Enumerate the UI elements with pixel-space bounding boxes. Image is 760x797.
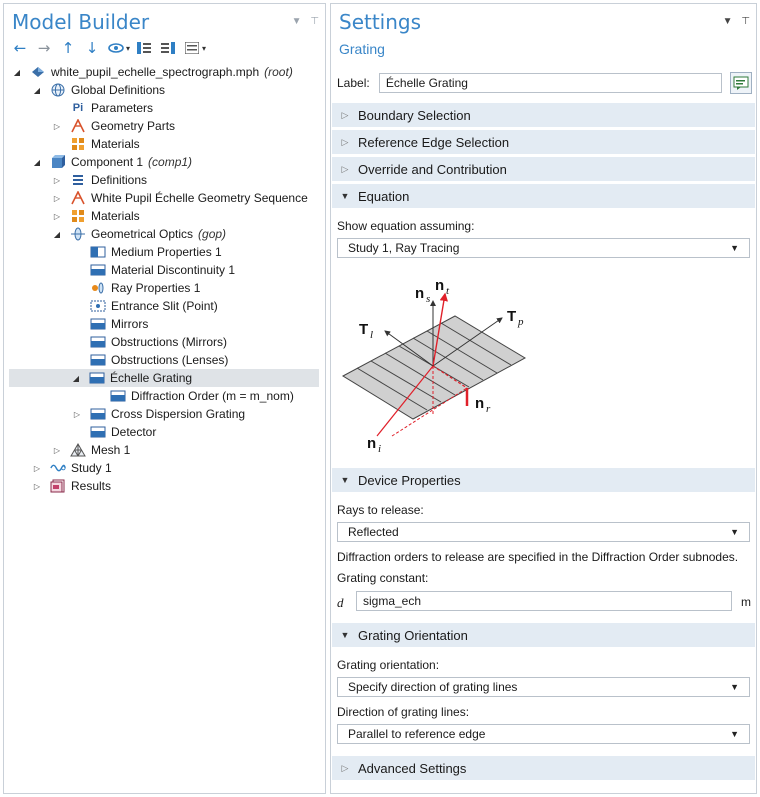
pane-menu-icon[interactable]: ▼ bbox=[291, 16, 302, 27]
label-n-s: n bbox=[415, 285, 425, 302]
expand-arrow-icon: ▷ bbox=[341, 163, 349, 174]
collapse-sections-icon[interactable] bbox=[158, 38, 178, 58]
geometrical-optics-icon bbox=[70, 227, 86, 241]
tree-node-cross-dispersion-grating[interactable]: ▷ Cross Dispersion Grating bbox=[73, 407, 246, 421]
tree-node-mesh-1[interactable]: ▷ Mesh 1 bbox=[53, 443, 131, 457]
label-n-i: n bbox=[367, 435, 377, 452]
section-grating-orientation[interactable]: ▼ Grating Orientation bbox=[332, 623, 755, 647]
section-override-contribution[interactable]: ▷ Override and Contribution bbox=[332, 157, 755, 181]
parameters-icon: Pi bbox=[72, 102, 84, 114]
tree-node-global-materials[interactable]: Materials bbox=[10, 135, 322, 153]
tree-node-detector[interactable]: Detector bbox=[10, 423, 322, 441]
model-builder-title: Model Builder bbox=[12, 10, 150, 34]
tree-node-geometry-parts[interactable]: ▷ Geometry Parts bbox=[53, 119, 176, 133]
svg-text:i: i bbox=[378, 443, 382, 455]
study-icon bbox=[50, 461, 66, 475]
boundary-feature-icon bbox=[90, 317, 106, 331]
tree-node-medium-properties[interactable]: Medium Properties 1 bbox=[10, 243, 322, 261]
expand-arrow-icon[interactable]: ▷ bbox=[73, 409, 81, 419]
boundary-feature-icon bbox=[90, 353, 106, 367]
label-t-l: T bbox=[359, 321, 369, 338]
list-view-dropdown-icon[interactable]: ▾ bbox=[202, 43, 207, 53]
svg-text:t: t bbox=[446, 285, 450, 297]
grating-orientation-label: Grating orientation: bbox=[337, 658, 440, 672]
collapse-arrow-icon: ▼ bbox=[340, 630, 350, 640]
tree-node-geometry[interactable]: ▷ White Pupil Échelle Geometry Sequence bbox=[53, 191, 308, 205]
tree-node-definitions[interactable]: ▷ Definitions bbox=[53, 173, 148, 187]
tree-node-obstructions-lenses[interactable]: Obstructions (Lenses) bbox=[10, 351, 322, 369]
tree-node-results[interactable]: ▷ Results bbox=[33, 479, 112, 493]
release-point-icon bbox=[90, 299, 106, 313]
grating-constant-input[interactable]: sigma_ech bbox=[356, 591, 732, 611]
tree-node-entrance-slit[interactable]: Entrance Slit (Point) bbox=[10, 297, 322, 315]
rays-to-release-select[interactable]: Reflected ▼ bbox=[337, 522, 750, 542]
dropdown-arrow-icon: ▼ bbox=[730, 729, 739, 739]
dropdown-arrow-icon: ▼ bbox=[730, 527, 739, 537]
mesh-icon bbox=[70, 443, 86, 457]
label-n-r: n bbox=[475, 395, 485, 412]
model-builder-toolbar bbox=[10, 38, 206, 58]
svg-text:r: r bbox=[486, 403, 491, 415]
edit-label-icon[interactable] bbox=[730, 72, 752, 94]
show-equation-label: Show equation assuming: bbox=[337, 219, 475, 233]
collapse-arrow-icon[interactable]: ◢ bbox=[33, 85, 41, 95]
geometry-parts-icon bbox=[70, 119, 86, 133]
collapse-arrow-icon[interactable]: ◢ bbox=[13, 67, 21, 77]
model-tree bbox=[10, 63, 322, 495]
results-icon bbox=[50, 479, 66, 493]
materials-icon bbox=[70, 209, 86, 223]
expand-sections-icon[interactable] bbox=[134, 38, 154, 58]
grating-orientation-select[interactable]: Specify direction of grating lines ▼ bbox=[337, 677, 750, 697]
boundary-feature-icon bbox=[89, 371, 105, 385]
grating-constant-unit: m bbox=[741, 595, 751, 609]
expand-arrow-icon[interactable]: ▷ bbox=[53, 121, 61, 131]
tree-node-diffraction-order[interactable]: Diffraction Order (m = m_nom) bbox=[10, 387, 322, 405]
tree-node-ray-properties[interactable]: Ray Properties 1 bbox=[10, 279, 322, 297]
expand-arrow-icon: ▷ bbox=[341, 136, 349, 147]
label-row bbox=[337, 71, 752, 95]
collapse-arrow-icon[interactable]: ◢ bbox=[33, 157, 41, 167]
dropdown-arrow-icon: ▼ bbox=[730, 243, 739, 253]
expand-arrow-icon: ▷ bbox=[341, 109, 349, 120]
forward-arrow-icon[interactable]: → bbox=[37, 39, 51, 57]
tree-node-materials[interactable]: ▷ Materials bbox=[53, 209, 140, 223]
section-boundary-selection[interactable]: ▷ Boundary Selection bbox=[332, 103, 755, 127]
diffraction-orders-note: Diffraction orders to release are specified in the Diffraction Order subnodes. bbox=[337, 550, 739, 564]
direction-of-lines-label: Direction of grating lines: bbox=[337, 705, 470, 719]
settings-pane-tools bbox=[717, 16, 750, 27]
section-device-properties[interactable]: ▼ Device Properties bbox=[332, 468, 755, 492]
rays-to-release-label: Rays to release: bbox=[337, 503, 424, 517]
expand-arrow-icon[interactable]: ▷ bbox=[33, 463, 41, 473]
grating-equation-diagram bbox=[337, 276, 537, 456]
definitions-icon bbox=[70, 173, 86, 187]
boundary-feature-icon bbox=[90, 425, 106, 439]
list-view-icon[interactable] bbox=[182, 38, 202, 58]
tree-node-component-1[interactable]: ◢ Component 1 (comp1) bbox=[33, 155, 193, 169]
expand-arrow-icon[interactable]: ▷ bbox=[33, 481, 41, 491]
label-t-p: T bbox=[507, 308, 517, 325]
back-arrow-icon[interactable]: ← bbox=[13, 39, 27, 57]
expand-arrow-icon[interactable]: ▷ bbox=[53, 175, 61, 185]
settings-title: Settings bbox=[339, 10, 422, 34]
tree-node-study-1[interactable]: ▷ Study 1 bbox=[33, 461, 112, 475]
boundary-feature-icon bbox=[90, 407, 106, 421]
settings-subtitle: Grating bbox=[339, 41, 385, 57]
grating-constant-label: Grating constant: bbox=[337, 571, 429, 585]
move-up-icon[interactable]: ↑ bbox=[61, 39, 75, 57]
show-icon[interactable] bbox=[106, 38, 126, 58]
label-n-t: n bbox=[435, 277, 445, 294]
show-dropdown-icon[interactable]: ▾ bbox=[126, 43, 131, 53]
collapse-arrow-icon: ▼ bbox=[340, 191, 350, 201]
tree-node-global-definitions[interactable]: ◢ Global Definitions bbox=[33, 83, 166, 97]
tree-node-echelle-grating[interactable]: ◢ Échelle Grating bbox=[9, 369, 319, 387]
domain-feature-icon bbox=[90, 245, 106, 259]
show-equation-select[interactable]: Study 1, Ray Tracing ▼ bbox=[337, 238, 750, 258]
expand-arrow-icon[interactable]: ▷ bbox=[53, 445, 61, 455]
model-builder-pane-tools bbox=[286, 16, 319, 27]
tree-node-mirrors[interactable]: Mirrors bbox=[10, 315, 322, 333]
expand-arrow-icon[interactable]: ▷ bbox=[53, 193, 61, 203]
globe-icon bbox=[50, 83, 66, 97]
expand-arrow-icon[interactable]: ▷ bbox=[53, 211, 61, 221]
section-reference-edge-selection[interactable]: ▷ Reference Edge Selection bbox=[332, 130, 755, 154]
collapse-arrow-icon[interactable]: ◢ bbox=[53, 229, 61, 239]
materials-icon bbox=[70, 137, 86, 151]
section-advanced-settings[interactable]: ▷ Advanced Settings bbox=[332, 756, 755, 780]
geometry-icon bbox=[70, 191, 86, 205]
tree-node-parameters[interactable]: Pi Parameters bbox=[10, 99, 322, 117]
expand-arrow-icon: ▷ bbox=[341, 762, 349, 773]
tree-node-geometrical-optics[interactable]: ◢ Geometrical Optics (gop) bbox=[53, 227, 227, 241]
dropdown-arrow-icon: ▼ bbox=[730, 682, 739, 692]
ray-properties-icon bbox=[90, 281, 106, 295]
tree-node-obstructions-mirrors[interactable]: Obstructions (Mirrors) bbox=[10, 333, 322, 351]
boundary-feature-icon bbox=[90, 335, 106, 349]
model-file-icon bbox=[30, 65, 46, 79]
svg-text:s: s bbox=[426, 293, 431, 305]
label-input[interactable]: Échelle Grating bbox=[379, 73, 722, 93]
pin-icon[interactable]: ⊤ bbox=[741, 16, 750, 27]
svg-text:p: p bbox=[518, 316, 524, 328]
component-icon bbox=[50, 155, 66, 169]
pin-icon[interactable]: ⊤ bbox=[310, 16, 319, 27]
direction-of-lines-select[interactable]: Parallel to reference edge ▼ bbox=[337, 724, 750, 744]
boundary-feature-icon bbox=[110, 389, 126, 403]
collapse-arrow-icon: ▼ bbox=[340, 475, 350, 485]
settings-pane bbox=[330, 3, 757, 794]
pane-menu-icon[interactable]: ▼ bbox=[722, 16, 733, 27]
collapse-arrow-icon[interactable]: ◢ bbox=[72, 373, 80, 383]
model-builder-pane bbox=[3, 3, 326, 794]
label-caption: Label: bbox=[337, 76, 370, 90]
grating-constant-symbol: d bbox=[337, 595, 344, 610]
svg-text:l: l bbox=[370, 329, 374, 341]
tree-node-root[interactable]: ◢ white_pupil_echelle_spectrograph.mph (root) bbox=[13, 65, 293, 79]
section-equation[interactable]: ▼ Equation bbox=[332, 184, 755, 208]
move-down-icon[interactable]: ↓ bbox=[85, 39, 99, 57]
tree-node-material-discontinuity[interactable]: Material Discontinuity 1 bbox=[10, 261, 322, 279]
boundary-feature-icon bbox=[90, 263, 106, 277]
